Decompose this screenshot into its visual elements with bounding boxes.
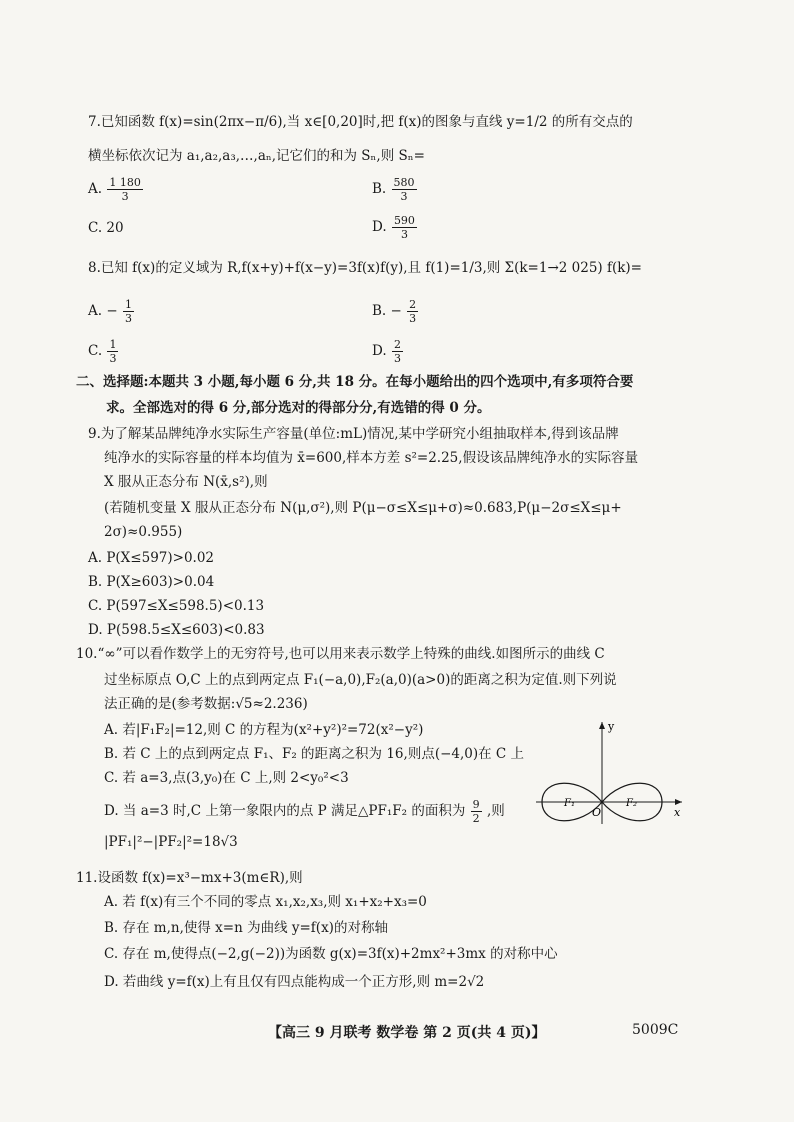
- q9-option-b: B. P(X≥603)>0.04: [88, 574, 215, 590]
- q7-optB-den: 3: [400, 190, 408, 203]
- fig-label-origin: O: [592, 806, 602, 819]
- q8-option-c: C. $\frac{1}{3}$: [88, 338, 117, 365]
- q9-option-a: A. P(X≤597)>0.02: [88, 550, 215, 566]
- q9-line5: 2σ)≈0.955): [104, 524, 183, 540]
- q9-line3: X 服从正态分布 N(x̄,s²),则: [104, 474, 268, 490]
- q11-option-b: B. 存在 m,n,使得 x=n 为曲线 y=f(x)的对称轴: [104, 920, 388, 936]
- lemniscate-figure: [532, 716, 702, 826]
- q7-option-d: D. $\frac{590}{3}$: [372, 214, 415, 241]
- q9-line2: 纯净水的实际容量的样本均值为 x̄=600,样本方差 s²=2.25,假设该品牌纯净水的实际容量: [104, 450, 639, 466]
- q9-option-d: D. P(598.5≤X≤603)<0.83: [88, 622, 265, 638]
- q7-option-b: B. $\frac{580}{3}$: [372, 176, 415, 203]
- q7-line1: 7.已知函数 f(x)=sin(2πx−π/6),当 x∈[0,20]时,把 f(x)的图象与直线 y=1/2 的所有交点的: [88, 114, 633, 130]
- q8-option-b: B. − $\frac{2}{3}$: [372, 298, 417, 325]
- q7-optD-den: 3: [400, 228, 408, 241]
- q10-option-d-line2: |PF₁|²−|PF₂|²=18√3: [104, 834, 238, 850]
- q10-option-c: C. 若 a=3,点(3,y₀)在 C 上,则 2<y₀²<3: [104, 770, 349, 786]
- q8-option-d: D. $\frac{2}{3}$: [372, 338, 401, 365]
- q10-line2: 过坐标原点 O,C 上的点到两定点 F₁(−a,0),F₂(a,0)(a>0)的距离之积为定值.则下列说: [104, 672, 617, 688]
- footer-code: 5009C: [632, 1022, 679, 1038]
- q7-optD-num: 590: [393, 214, 415, 227]
- fig-label-f1: F₁: [564, 798, 575, 809]
- footer-title: 【高三 9 月联考 数学卷 第 2 页(共 4 页)】: [268, 1025, 546, 1041]
- q8-option-a: A. − $\frac{1}{3}$: [88, 298, 132, 325]
- q7-option-c: C. 20: [88, 220, 124, 236]
- fig-label-y: y: [608, 720, 615, 733]
- fig-label-f2: F₂: [626, 798, 637, 809]
- q10-option-b: B. 若 C 上的点到两定点 F₁、F₂ 的距离之积为 16,则点(−4,0)在 C 上: [104, 746, 525, 762]
- q8-line1: 8.已知 f(x)的定义域为 R,f(x+y)+f(x−y)=3f(x)f(y),且 f(1)=1/3,则 Σ(k=1→2 025) f(k)=: [88, 260, 642, 276]
- section2-heading-line1: 二、选择题:本题共 3 小题,每小题 6 分,共 18 分。在每小题给出的四个选项中,有多项符合要: [76, 374, 634, 390]
- q11-option-c: C. 存在 m,使得点(−2,g(−2))为函数 g(x)=3f(x)+2mx²+3mx 的对称中心: [104, 946, 558, 962]
- q9-line1: 9.为了解某品牌纯净水实际生产容量(单位:mL)情况,某中学研究小组抽取样本,得到该品牌: [88, 426, 619, 442]
- q10-line1: 10.“∞”可以看作数学上的无穷符号,也可以用来表示数学上特殊的曲线.如图所示的曲线 C: [76, 646, 605, 662]
- q10-line3: 法正确的是(参考数据:√5≈2.236): [104, 696, 308, 712]
- q7-optB-num: 580: [393, 176, 415, 189]
- q7-optA-den: 3: [121, 190, 129, 203]
- q10-option-a: A. 若|F₁F₂|=12,则 C 的方程为(x²+y²)²=72(x²−y²): [104, 722, 424, 738]
- q11-line1: 11.设函数 f(x)=x³−mx+3(m∈R),则: [76, 870, 303, 886]
- q10-option-d: D. 当 a=3 时,C 上第一象限内的点 P 满足△PF₁F₂ 的面积为 $\frac{9}{2}$ ,则: [104, 798, 505, 825]
- fig-label-x: x: [674, 806, 681, 819]
- q9-line4: (若随机变量 X 服从正态分布 N(μ,σ²),则 P(μ−σ≤X≤μ+σ)≈0.683,P(μ−2σ≤X≤μ+: [104, 500, 622, 516]
- y-axis-arrow: [599, 722, 605, 729]
- q11-option-d: D. 若曲线 y=f(x)上有且仅有四点能构成一个正方形,则 m=2√2: [104, 974, 485, 990]
- q7-optA-num: 1 180: [109, 176, 141, 189]
- q9-option-c: C. P(597≤X≤598.5)<0.13: [88, 598, 265, 614]
- x-axis-arrow: [675, 799, 682, 805]
- section2-heading-line2: 求。全部选对的得 6 分,部分选对的得部分分,有选错的得 0 分。: [106, 400, 491, 416]
- q7-line2: 横坐标依次记为 a₁,a₂,a₃,…,aₙ,记它们的和为 Sₙ,则 Sₙ=: [88, 148, 425, 164]
- q11-option-a: A. 若 f(x)有三个不同的零点 x₁,x₂,x₃,则 x₁+x₂+x₃=0: [104, 894, 427, 910]
- q7-option-a: A. $\frac{1 180}{3}$: [88, 176, 141, 203]
